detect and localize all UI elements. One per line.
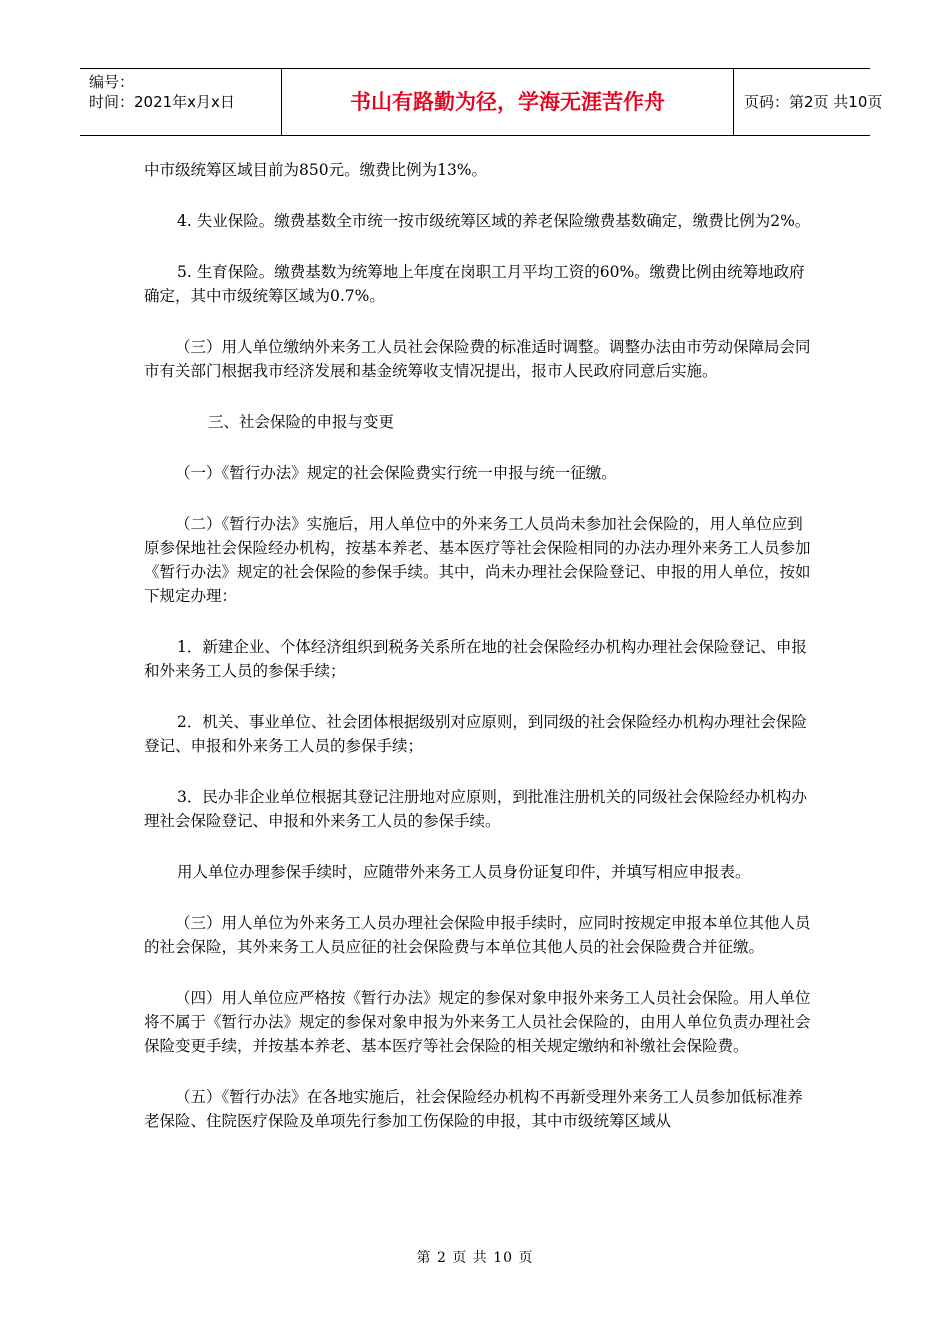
document-date: 时间：2021年x月x日 (89, 93, 235, 111)
paragraph: 1．新建企业、个体经济组织到税务关系所在地的社会保险经办机构办理社会保险登记、申报和外来务工人员的参保手续； (144, 638, 807, 680)
paragraph: （一）《暂行办法》规定的社会保险费实行统一申报与统一征缴。 (175, 464, 617, 482)
paragraph: 2．机关、事业单位、社会团体根据级别对应原则，到同级的社会保险经办机构办理社会保险登记、申报和外来务工人员的参保手续； (144, 713, 807, 755)
paragraph: （五）《暂行办法》在各地实施后，社会保险经办机构不再新受理外来务工人员参加低标准养老保险、住院医疗保险及单项先行参加工伤保险的申报，其中市级统筹区域从 (144, 1088, 803, 1130)
document-body (144, 158, 814, 1160)
page-header (80, 68, 883, 136)
paragraph: （四）用人单位应严格按《暂行办法》规定的参保对象申报外来务工人员社会保险。用人单位将不属于《暂行办法》规定的参保对象申报为外来务工人员社会保险的，由用人单位负责办理社会保险变更手续，并按基本养老、基本医疗等社会保险的相关规定缴纳和补缴社会保险费。 (144, 989, 811, 1055)
header-motto: 书山有路勤为径，学海无涯苦作舟 (282, 69, 734, 135)
paragraph: 中市级统筹区域目前为850元。缴费比例为13%。 (144, 161, 488, 179)
header-meta (80, 69, 282, 135)
document-code: 编号： (89, 73, 135, 91)
paragraph: （三）用人单位缴纳外来务工人员社会保险费的标准适时调整。调整办法由市劳动保障局会同市有关部门根据我市经济发展和基金统筹收支情况提出，报市人民政府同意后实施。 (144, 338, 811, 380)
page-footer: 第 2 页 共 10 页 (416, 1250, 534, 1266)
section-heading: 三、社会保险的申报与变更 (208, 413, 395, 431)
header-page-info: 页码：第2页 共10页 (744, 93, 883, 111)
paragraph: 3．民办非企业单位根据其登记注册地对应原则，到批准注册机关的同级社会保险经办机构办理社会保险登记、申报和外来务工人员的参保手续。 (144, 788, 807, 830)
paragraph: （三）用人单位为外来务工人员办理社会保险申报手续时，应同时按规定申报本单位其他人员的社会保险，其外来务工人员应征的社会保险费与本单位其他人员的社会保险费合并征缴。 (144, 914, 811, 956)
paragraph: （二）《暂行办法》实施后，用人单位中的外来务工人员尚未参加社会保险的，用人单位应到原参保地社会保险经办机构，按基本养老、基本医疗等社会保险相同的办法办理外来务工人员参加《暂行办法》规定的社会保险的参保手续。其中，尚未办理社会保险登记、申报的用人单位，按如下规定办理： (144, 515, 811, 605)
paragraph: 用人单位办理参保手续时，应随带外来务工人员身份证复印件，并填写相应申报表。 (177, 863, 751, 881)
paragraph: 5. 生育保险。缴费基数为统筹地上年度在岗职工月平均工资的60%。缴费比例由统筹地政府确定，其中市级统筹区域为0.7%。 (144, 263, 805, 305)
paragraph: 4. 失业保险。缴费基数全市统一按市级统筹区域的养老保险缴费基数确定，缴费比例为2%。 (177, 212, 811, 230)
